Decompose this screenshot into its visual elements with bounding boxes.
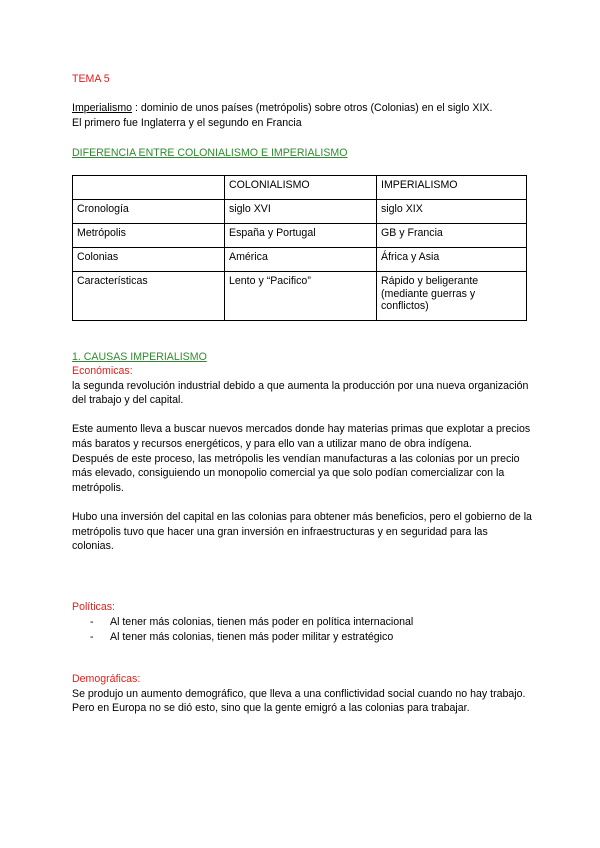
table-cell: siglo XVI [225, 200, 377, 224]
table-cell: GB y Francia [377, 224, 527, 248]
bullet-dash: - [90, 630, 94, 643]
imperialismo-term: Imperialismo [72, 102, 133, 114]
table-cell: IMPERIALISMO [377, 176, 527, 200]
list-item [72, 615, 532, 630]
table-cell: Lento y “Pacifico” [225, 272, 377, 321]
table-cell: Metrópolis [73, 224, 225, 248]
table-row [73, 272, 527, 321]
list-item-text: Al tener más colonias, tienen más poder militar y estratégico [110, 630, 394, 643]
table-cell: España y Portugal [225, 224, 377, 248]
table-cell: Rápido y beligerante (mediante guerras y conflictos) [377, 272, 527, 321]
comparison-table [72, 175, 527, 321]
demograficas-section [72, 672, 532, 716]
table-cell: América [225, 248, 377, 272]
table-cell [73, 176, 225, 200]
politicas-list [72, 615, 532, 645]
tema-title: TEMA 5 [72, 73, 110, 85]
table-cell: Características [73, 272, 225, 321]
table-cell: COLONIALISMO [225, 176, 377, 200]
list-item-text: Al tener más colonias, tienen más poder en política internacional [110, 615, 414, 628]
economicas-section [72, 364, 532, 554]
economicas-paragraph-3: Después de este proceso, las metrópolis les vendían manufacturas a las colonias por un precio más elevado, consiguiendo un monopolio comercial ya que solo podían comercializar con la metrópolis. [72, 452, 520, 494]
diff-heading: DIFERENCIA ENTRE COLONIALISMO E IMPERIALISMO [72, 147, 348, 159]
table-cell: África y Asia [377, 248, 527, 272]
intro-paragraph [72, 101, 542, 130]
economicas-paragraph-4: Hubo una inversión del capital en las colonias para obtener más beneficios, pero el gobierno de la metrópolis tuvo que hacer una gran inversión en infraestructuras y en seguridad para las colonias. [72, 510, 532, 553]
table-row [73, 248, 527, 272]
demograficas-paragraph: Se produjo un aumento demográfico, que lleva a una conflictividad social cuando no hay trabajo. Pero en Europa no se dió esto, sino que la gente emigró a las colonias para trabajar. [72, 687, 526, 715]
demograficas-title: Demográficas: [72, 673, 141, 685]
table-row [73, 224, 527, 248]
imperialismo-definition: : dominio de unos países (metrópolis) sobre otros (Colonias) en el siglo XIX. [132, 102, 493, 114]
list-item [72, 630, 532, 645]
table-row [73, 200, 527, 224]
table-cell: Colonias [73, 248, 225, 272]
table-header-row [73, 176, 527, 200]
table-cell: Cronología [73, 200, 225, 224]
politicas-title: Políticas: [72, 601, 115, 613]
economicas-title: Económicas: [72, 365, 133, 377]
bullet-dash: - [90, 615, 94, 628]
causas-heading: 1. CAUSAS IMPERIALISMO [72, 351, 207, 363]
intro-line-2: El primero fue Inglaterra y el segundo en Francia [72, 116, 302, 129]
economicas-paragraph-1: la segunda revolución industrial debido a que aumenta la producción por una nueva organización del trabajo y del capital. [72, 379, 529, 407]
politicas-section [72, 600, 532, 645]
table-cell: siglo XIX [377, 200, 527, 224]
economicas-paragraph-2: Este aumento lleva a buscar nuevos mercados donde hay materias primas que explotar a precios más baratos y recursos energéticos, y para ello van a utilizar mano de obra indígena. [72, 423, 531, 450]
